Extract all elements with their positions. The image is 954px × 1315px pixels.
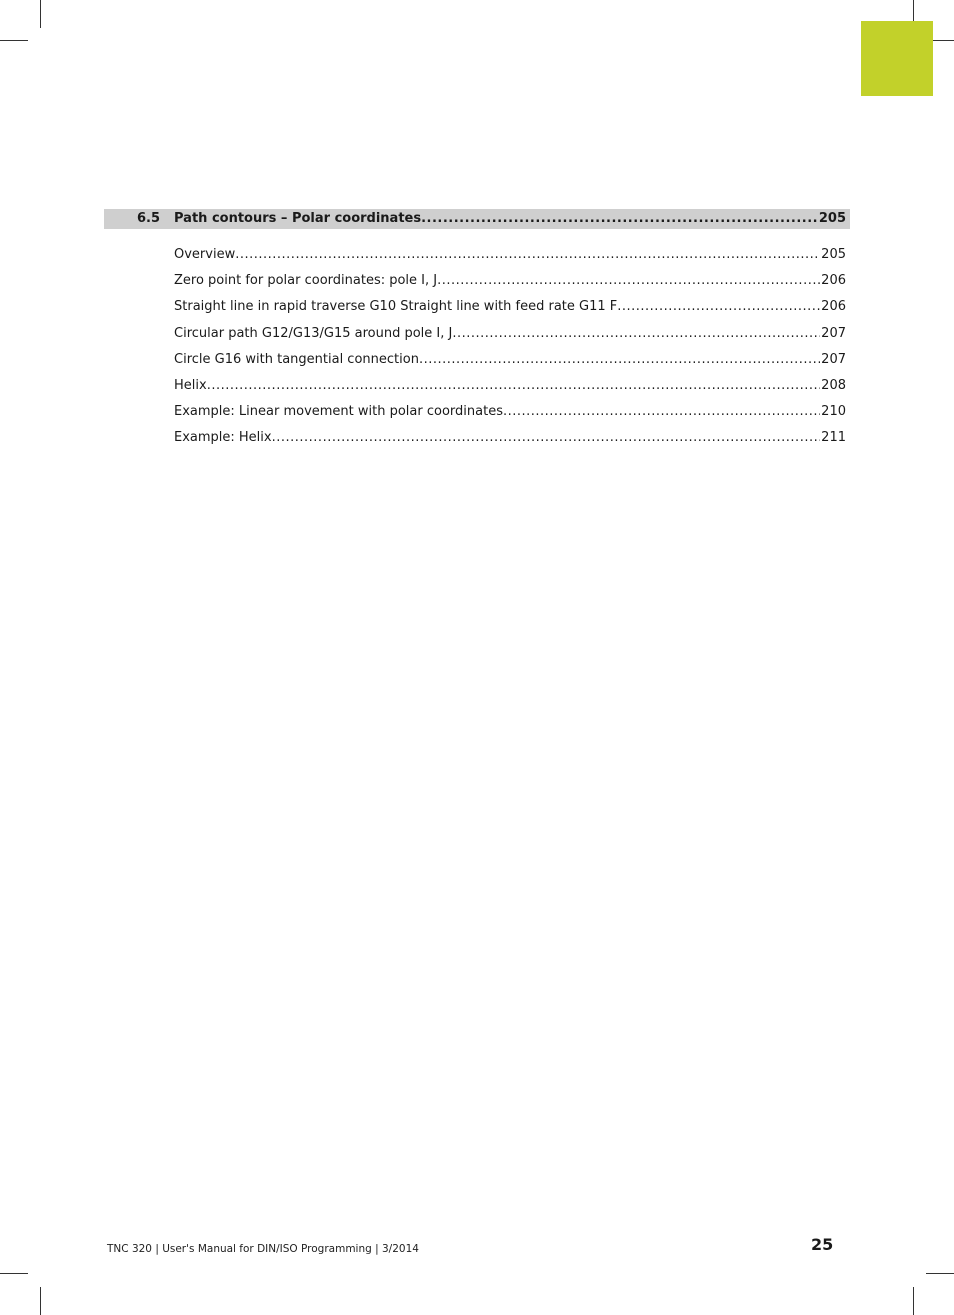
toc-entry[interactable] <box>174 273 846 289</box>
toc-entry[interactable] <box>174 378 846 394</box>
toc-entry-title: Helix <box>174 378 207 393</box>
dot-leader <box>421 211 818 227</box>
crop-mark <box>926 1273 954 1274</box>
toc-entry[interactable] <box>174 404 846 420</box>
toc-entry-title: Zero point for polar coordinates: pole I, J <box>174 273 438 288</box>
toc-entry[interactable] <box>174 352 846 368</box>
section-number: 6.5 <box>137 211 161 226</box>
toc-entry-title: Circular path G12/G13/G15 around pole I, J <box>174 326 453 341</box>
toc-entry[interactable] <box>174 430 846 446</box>
toc-entry-page: 210 <box>821 404 846 419</box>
toc-entry-page: 207 <box>821 326 846 341</box>
toc-entry-title: Straight line in rapid traverse G10 Straight line with feed rate G11 F <box>174 299 618 314</box>
crop-mark <box>0 1273 28 1274</box>
dot-leader <box>617 299 820 315</box>
toc-entry-page: 206 <box>821 299 846 314</box>
crop-mark <box>40 1287 41 1315</box>
toc-entry-page: 208 <box>821 378 846 393</box>
dot-leader <box>419 352 820 368</box>
toc-entry-page: 211 <box>821 430 846 445</box>
crop-mark <box>0 40 28 41</box>
dot-leader <box>452 326 820 342</box>
crop-mark <box>913 1287 914 1315</box>
toc-entry-title: Example: Linear movement with polar coordinates <box>174 404 503 419</box>
section-title: Path contours – Polar coordinates <box>174 211 422 226</box>
dot-leader <box>207 378 820 394</box>
toc-entry-title: Overview <box>174 247 236 262</box>
footer-text: TNC 320 | User's Manual for DIN/ISO Programming | 3/2014 <box>107 1243 419 1255</box>
page-number: 25 <box>811 1235 834 1254</box>
dot-leader <box>503 404 820 420</box>
toc-entry-page: 207 <box>821 352 846 367</box>
toc-entry-page: 206 <box>821 273 846 288</box>
dot-leader <box>437 273 820 289</box>
toc-entry-title: Example: Helix <box>174 430 272 445</box>
dot-leader <box>272 430 821 446</box>
crop-mark <box>40 0 41 28</box>
section-page: 205 <box>818 211 846 226</box>
toc-entry[interactable] <box>174 299 846 315</box>
dot-leader <box>235 247 820 263</box>
chapter-tab <box>861 21 933 96</box>
toc-entry[interactable] <box>174 247 846 263</box>
toc-entry[interactable] <box>174 326 846 342</box>
toc-entry-title: Circle G16 with tangential connection <box>174 352 419 367</box>
section-title-entry[interactable] <box>174 211 846 227</box>
toc-entry-page: 205 <box>821 247 846 262</box>
